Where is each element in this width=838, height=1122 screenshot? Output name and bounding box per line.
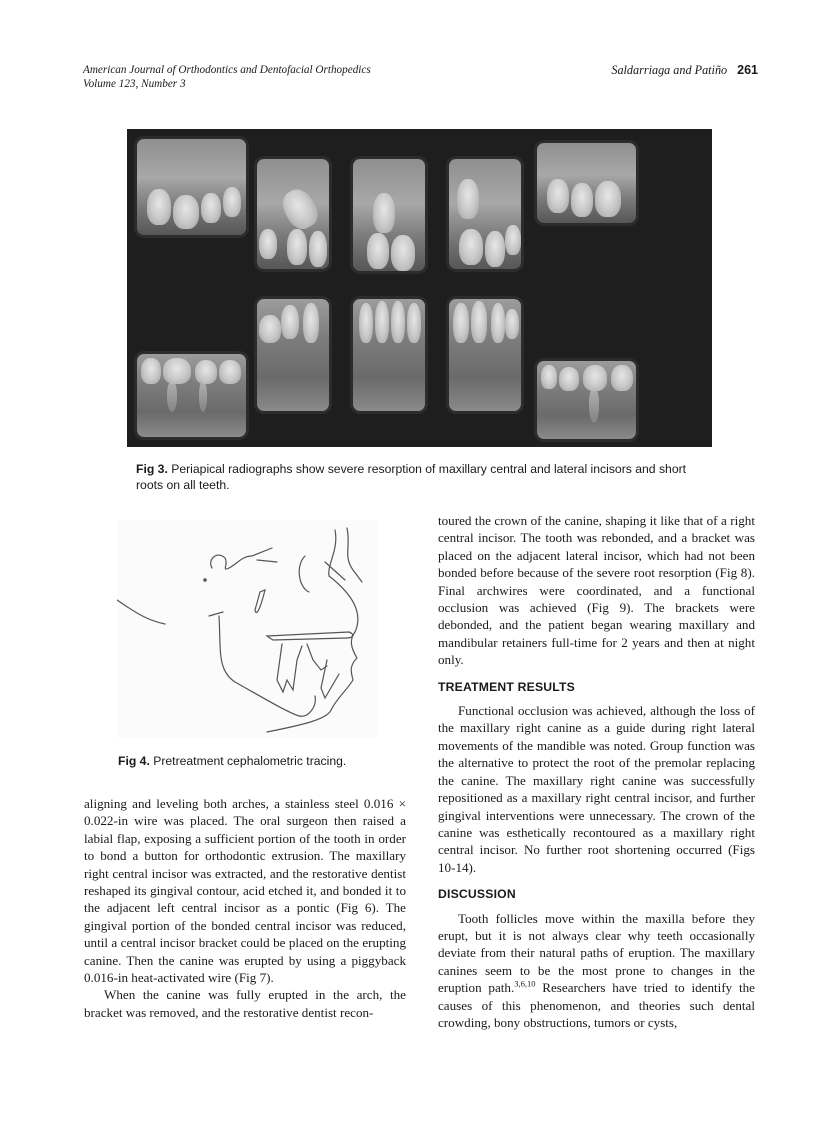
figure-3-caption-text: Periapical radiographs show severe resorption of maxillary central and lateral incisors and short roots on all teeth. [136, 462, 687, 492]
radiograph-upper-left-posterior [537, 143, 636, 223]
discussion-text-part-1: Tooth follicles move within the maxilla before they erupt, but it is not always clear why teeth occasionally deviate from their natural paths of eruption. The maxillary canines seem to be the most prone to changes in the eruption path. [438, 910, 755, 996]
radiograph-lower-right-anterior [257, 299, 329, 411]
section-heading-discussion: DISCUSSION [438, 887, 516, 902]
section-heading-treatment-results: TREATMENT RESULTS [438, 679, 576, 694]
figure-4-caption-text: Pretreatment cephalometric tracing. [153, 754, 347, 768]
radiograph-upper-central [353, 159, 425, 271]
discussion-paragraph [438, 910, 755, 1032]
radiograph-lower-left-anterior [449, 299, 521, 411]
body-paragraph-continuation: toured the crown of the canine, shaping it like that of a right central incisor. The tooth was rebonded, and a bracket was placed on the adjacent lateral incisor, which had not been bonded before because of the severe root resorption (Fig 8). Final archwires were coordinated, and a functional occlusion was achieved (Fig 9). The brackets were debonded, and the patient began wearing maxillary and mandibular retainers full-time for 2 years and then at night only. [438, 513, 755, 668]
figure-3-caption [136, 462, 716, 493]
journal-volume: Volume 123, Number 3 [83, 78, 186, 90]
radiograph-lower-right-posterior [137, 354, 246, 437]
figure-4-label: Fig 4. [118, 754, 150, 768]
left-column [84, 795, 406, 1021]
journal-title: American Journal of Orthodontics and Dentofacial Orthopedics [83, 64, 371, 76]
radiograph-upper-right-posterior [137, 139, 246, 235]
radiograph-lower-central [353, 299, 425, 411]
figure-3-radiographs [127, 129, 712, 447]
cephalometric-tracing-drawing [117, 520, 377, 738]
journal-info [83, 63, 371, 91]
right-column [438, 512, 755, 1031]
author-page [611, 63, 758, 77]
figure-4-tracing [117, 520, 377, 738]
body-paragraph: aligning and leveling both arches, a stainless steel 0.016 × 0.022-in wire was placed. The oral surgeon then raised a labial flap, exposing a sufficient portion of the tooth in order to bond a button for orthodontic extrusion. The maxillary right central incisor was extracted, and the restorative dentist reshaped its gingival contour, acid etched it, and bonded it to the adjacent left central incisor as a pontic (Fig 6). The gingival portion of the bonded central incisor was reduced, until a central incisor bracket could be placed on the erupting canine. Then the canine was erupted by using a piggyback 0.016-in heat-activated wire (Fig 7). [84, 796, 406, 986]
radiograph-upper-right-anterior [257, 159, 329, 269]
treatment-results-paragraph: Functional occlusion was achieved, although the loss of the maxillary right canine as a guide during right lateral movements of the mandible was noted. Group function was the alternative to protect the root of the premolar replacing the canine. The maxillary right canine was successfully repositioned as a maxillary right central incisor, and further gingival interventions were unnecessary. The crown of the canine was esthetically recontoured as a maxillary right central incisor. No further root shortening occurred (Figs 10-14). [438, 703, 755, 875]
discussion-text-part-2: Researchers have tried to identify the causes of this phenomenon, and theories such dental crowding, bony obstructions, tumors or cysts, [438, 980, 755, 1030]
body-paragraph: When the canine was fully erupted in the arch, the bracket was removed, and the restorative dentist recon- [84, 987, 406, 1020]
radiograph-upper-left-anterior [449, 159, 521, 269]
page-number: 261 [737, 63, 758, 77]
radiograph-lower-left-posterior [537, 361, 636, 439]
citation-reference: 3,6,10 [514, 978, 536, 989]
running-authors: Saldarriaga and Patiño [611, 63, 728, 77]
figure-4-caption [118, 754, 346, 769]
figure-3-label: Fig 3. [136, 462, 168, 476]
